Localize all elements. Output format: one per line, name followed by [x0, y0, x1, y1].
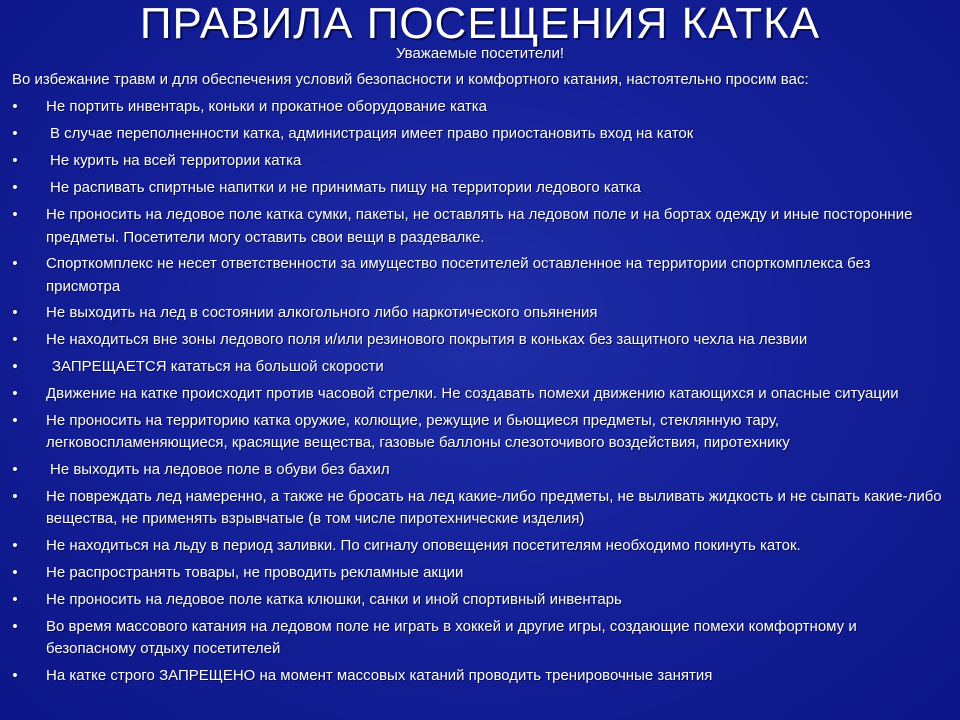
- rules-list: [0, 96, 960, 692]
- bullet-icon: •: [12, 304, 18, 321]
- rule-item: [0, 535, 960, 557]
- rule-text: Не распивать спиртные напитки и не принимать пищу на территории ледового катка: [50, 179, 641, 196]
- rule-item: [0, 204, 960, 249]
- rule-text: ЗАПРЕЩАЕТСЯ кататься на большой скорости: [52, 358, 384, 375]
- rule-text: Не находиться вне зоны ледового поля и/или резинового покрытия в коньках без защитного чехла на лезвии: [46, 331, 808, 348]
- rule-text: В случае переполненности катка, администрация имеет право приостановить вход на каток: [50, 125, 694, 142]
- rule-item: [0, 150, 960, 172]
- bullet-icon: •: [12, 152, 18, 169]
- rule-text: Не курить на всей территории катка: [50, 152, 302, 169]
- bullet-icon: •: [12, 255, 18, 272]
- intro-text: Во избежание травм и для обеспечения условий безопасности и комфортного катания, настоятельно просим вас:: [12, 71, 809, 88]
- rule-text: Спорткомплекс не несет ответственности за имущество посетителей оставленное на территории спорткомплекса без присмотра: [46, 255, 871, 295]
- bullet-icon: •: [12, 563, 18, 581]
- rule-item: [0, 356, 960, 378]
- bullet-icon: •: [12, 358, 18, 375]
- rule-item: [0, 486, 960, 531]
- bullet-icon: •: [12, 206, 18, 223]
- rule-item: [0, 459, 960, 481]
- rule-item: [0, 589, 960, 611]
- rule-text: Не выходить на лед в состоянии алкогольного либо наркотического опьянения: [46, 304, 598, 321]
- bullet-icon: •: [12, 536, 18, 554]
- rule-item: [0, 410, 960, 455]
- bullet-icon: •: [12, 411, 18, 429]
- bullet-icon: •: [12, 125, 18, 142]
- rule-text: Не находиться на льду в период заливки. По сигналу оповещения посетителям необходимо покинуть каток.: [46, 536, 801, 554]
- bullet-icon: •: [12, 590, 18, 608]
- rule-item: [0, 177, 960, 199]
- rule-item: [0, 253, 960, 298]
- rule-text: Не распространять товары, не проводить рекламные акции: [46, 563, 464, 581]
- bullet-icon: •: [12, 385, 18, 402]
- page-title: ПРАВИЛА ПОСЕЩЕНИЯ КАТКА: [139, 0, 821, 48]
- rule-text: Не выходить на ледовое поле в обуви без бахил: [50, 460, 390, 478]
- rule-item: [0, 562, 960, 584]
- rule-text: Не проносить на ледовое поле катка сумки, пакеты, не оставлять на ледовом поле и на бортах одежду и иные посторонние предметы. Посетители могу оставить свои вещи в раздевалке.: [46, 206, 913, 246]
- bullet-icon: •: [12, 617, 18, 635]
- bullet-icon: •: [12, 666, 18, 684]
- rule-item: [0, 302, 960, 324]
- rule-text: Во время массового катания на ледовом поле не играть в хоккей и другие игры, создающие помехи комфортному и безопасному отдыху посетителей: [46, 617, 857, 657]
- rule-text: На катке строго ЗАПРЕЩЕНО на момент массовых катаний проводить тренировочные занятия: [46, 666, 713, 684]
- bullet-icon: •: [12, 487, 18, 505]
- rule-text: Не повреждать лед намеренно, а также не бросать на лед какие-либо предметы, не выливать жидкость и не сыпать какие-либо вещества, не применять взрывчатые (в том числе пиротехнические изделия): [46, 487, 942, 527]
- bullet-icon: •: [12, 331, 18, 348]
- bullet-icon: •: [12, 460, 18, 478]
- rule-item: [0, 383, 960, 406]
- bullet-icon: •: [12, 179, 18, 196]
- rule-text: Движение на катке происходит против часовой стрелки. Не создавать помехи движению катающихся и опасные ситуации: [46, 385, 899, 402]
- rule-item: [0, 96, 960, 118]
- greeting-subtitle: Уважаемые посетители!: [395, 45, 565, 62]
- rule-text: Не проносить на территорию катка оружие, колющие, режущие и бьющиеся предметы, стеклянную тару, легковоспламеняющиеся, красящие вещества, газовые баллоны слезоточивого воздействия, пиротехнику: [46, 411, 790, 451]
- bullet-icon: •: [12, 98, 18, 115]
- rule-item: [0, 329, 960, 351]
- rule-item: [0, 665, 960, 687]
- rule-text: Не портить инвентарь, коньки и прокатное оборудование катка: [46, 98, 487, 115]
- rule-item: [0, 616, 960, 661]
- rule-item: [0, 123, 960, 145]
- rule-text: Не проносить на ледовое поле катка клюшки, санки и иной спортивный инвентарь: [46, 590, 622, 608]
